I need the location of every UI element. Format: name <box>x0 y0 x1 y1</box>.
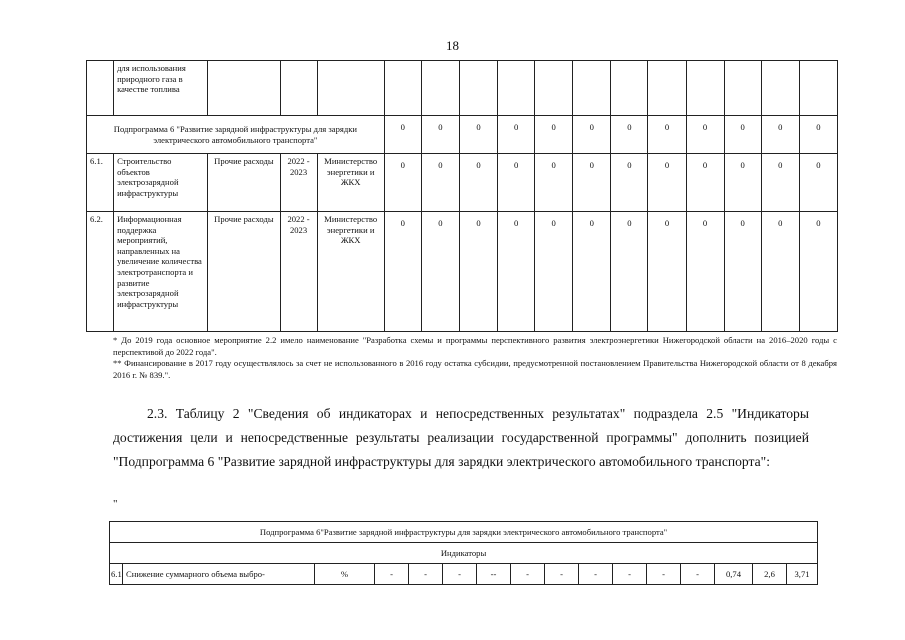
value-cell: 0 <box>611 116 648 154</box>
value-cell: 0 <box>535 154 573 212</box>
value-cell: 0 <box>459 212 497 332</box>
unit: % <box>315 564 375 585</box>
value-cell: 0 <box>799 154 837 212</box>
table-row <box>87 154 838 212</box>
value-cell: 0 <box>421 212 459 332</box>
table-row <box>110 564 818 585</box>
value-cell: -- <box>477 564 511 585</box>
value-cell: - <box>375 564 409 585</box>
value-cell: - <box>647 564 681 585</box>
row-number: 6.1 <box>110 564 123 585</box>
value-cell: 0 <box>648 116 686 154</box>
page-number: 18 <box>446 38 459 53</box>
value-cell: 0 <box>498 154 535 212</box>
funding-source: Прочие расходы <box>208 212 280 332</box>
subprogram-title: Подпрограмма 6"Развитие зарядной инфраструктуры для зарядки электрического автомобильного транспорта" <box>110 522 818 543</box>
row-description: для использования природного газа в качестве топлива <box>114 61 208 116</box>
value-cell: 0 <box>573 212 611 332</box>
value-cell: 0 <box>421 116 459 154</box>
value-cell: 0 <box>384 154 421 212</box>
table-row <box>87 61 838 116</box>
row-number: 6.2. <box>87 212 114 332</box>
value-cell: 0 <box>459 154 497 212</box>
value-cell: 0 <box>535 212 573 332</box>
value-cell: 0 <box>611 212 648 332</box>
value-cell: 0 <box>648 154 686 212</box>
value-cell: 0 <box>724 212 761 332</box>
value-cell: - <box>579 564 613 585</box>
value-cell: 0 <box>761 212 799 332</box>
activity-name: Информационная поддержка мероприятий, направленных на увеличение количества электротранспорта и развитие электрозарядной инфраструктуры <box>114 212 208 332</box>
section-heading: Индикаторы <box>110 543 818 564</box>
value-cell: 0 <box>686 212 724 332</box>
value-cell: 0 <box>724 154 761 212</box>
opening-quote: " <box>113 498 118 510</box>
funding-source: Прочие расходы <box>208 154 280 212</box>
value-cell: 0 <box>648 212 686 332</box>
table-row <box>110 522 818 543</box>
value-cell: 2,6 <box>753 564 787 585</box>
years: 2022 - 2023 <box>280 212 317 332</box>
value-cell: - <box>545 564 579 585</box>
table-row <box>87 212 838 332</box>
value-cell: 0 <box>761 154 799 212</box>
table-row <box>110 543 818 564</box>
subprogram-row <box>87 116 838 154</box>
activity-name: Строительство объектов электрозарядной инфраструктуры <box>114 154 208 212</box>
value-cell: - <box>409 564 443 585</box>
value-cell: - <box>681 564 715 585</box>
value-cell: 0 <box>799 116 837 154</box>
indicators-table <box>109 521 818 585</box>
value-cell: 0 <box>686 154 724 212</box>
body-paragraph <box>113 402 809 474</box>
years: 2022 - 2023 <box>280 154 317 212</box>
value-cell: 0 <box>498 212 535 332</box>
value-cell: 0 <box>724 116 761 154</box>
value-cell: 0 <box>611 154 648 212</box>
executor: Министерство энергетики и ЖКХ <box>317 154 384 212</box>
value-cell: 0 <box>498 116 535 154</box>
value-cell: 0 <box>535 116 573 154</box>
footnote-2: ** Финансирование в 2017 году осуществлялось за счет не использованного в 2016 году остатка субсидии, предусмотренной постановлением Правительства Нижегородской области от 8 декабря 2016 г. № 839.". <box>113 358 837 380</box>
executor: Министерство энергетики и ЖКХ <box>317 212 384 332</box>
paragraph-text: 2.3. Таблицу 2 "Сведения об индикаторах и непосредственных результатах" подраздела 2.5 "Индикаторы достижения цели и непосредственные результаты реализации государственной программы" дополнить позицией "Подпрограмма 6 "Развитие зарядной инфраструктуры для зарядки электрического автомобильного транспорта": <box>113 406 809 469</box>
footnote-1: * До 2019 года основное мероприятие 2.2 имело наименование "Разработка схемы и программы перспективного развития электроэнергетики Нижегородской области на 2016–2020 годы с перспективой до 2022 года". <box>113 335 837 357</box>
value-cell: 3,71 <box>787 564 818 585</box>
value-cell: 0 <box>799 212 837 332</box>
value-cell: 0 <box>384 116 421 154</box>
value-cell: 0 <box>421 154 459 212</box>
indicator-name: Снижение суммарного объема выбро- <box>123 564 315 585</box>
value-cell: 0 <box>573 116 611 154</box>
value-cell: 0 <box>573 154 611 212</box>
value-cell: 0 <box>686 116 724 154</box>
funding-table <box>86 60 838 332</box>
value-cell: - <box>443 564 477 585</box>
value-cell: 0 <box>459 116 497 154</box>
value-cell: - <box>613 564 647 585</box>
value-cell: 0 <box>384 212 421 332</box>
row-number: 6.1. <box>87 154 114 212</box>
subprogram-title: Подпрограмма 6 "Развитие зарядной инфраструктуры для зарядки электрического автомобильного транспорта" <box>87 116 385 154</box>
value-cell: 0 <box>761 116 799 154</box>
value-cell: - <box>511 564 545 585</box>
value-cell: 0,74 <box>715 564 753 585</box>
